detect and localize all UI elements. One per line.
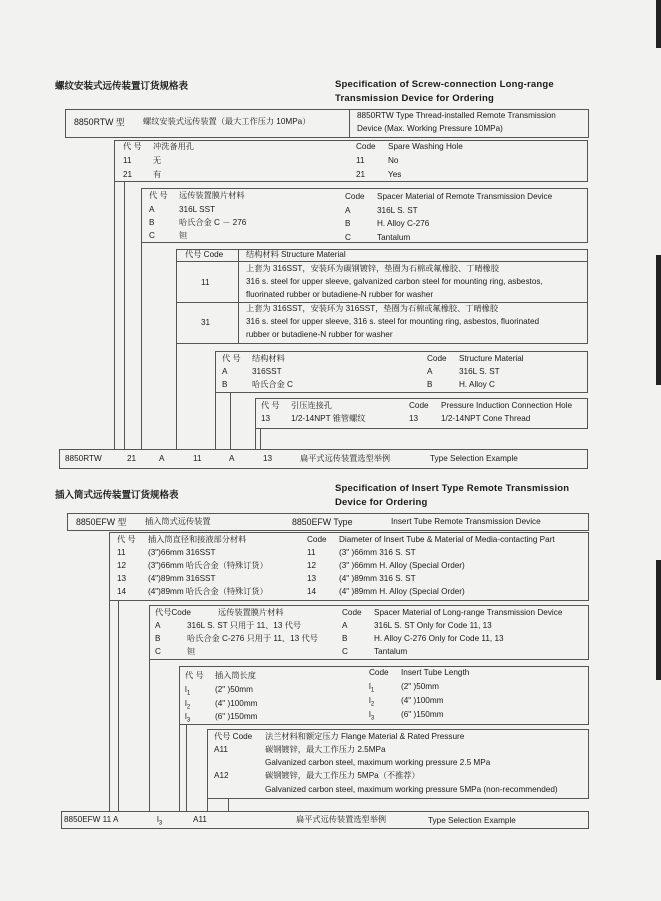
flange-code-head: 代号 Code <box>214 732 253 741</box>
example-part: 11 <box>193 454 202 463</box>
tube-row-en: (3" )66mm 316 S. ST <box>339 548 416 557</box>
page-edge-tab <box>656 560 661 680</box>
length-row-val2: (2" )50mm <box>401 682 439 691</box>
structure-row-line: 上套为 316SST，安装环为 316SST，垫圈为石棉或氟橡胶、丁晴橡胶 <box>246 304 499 313</box>
wash-code-cn: 代 号 <box>123 142 142 151</box>
section2-title-en-1: Specification of Insert Type Remote Transmission <box>335 483 570 494</box>
spacer-code-en: Code <box>345 192 365 201</box>
tube-row-cn: (4")89mm 316SST <box>148 574 216 583</box>
spacer2-row-code2: A <box>342 621 348 630</box>
conn-row-code: 13 <box>261 414 271 423</box>
wash-row-code2: 21 <box>356 170 366 179</box>
spacer-row-cn: 钽 <box>179 231 188 240</box>
spacer2-row-code2: C <box>342 647 348 656</box>
length-row-code: $l_2$ <box>185 699 191 711</box>
struct2-code-cn: 代 号 <box>222 354 241 363</box>
example2-en: Type Selection Example <box>428 816 516 825</box>
conn-row-cn: 1/2-14NPT 锥管螺纹 <box>291 414 366 423</box>
spacer2-row-cn: 316L S. ST 只用于 11、13 代号 <box>187 621 302 630</box>
wash-row-code: 21 <box>123 170 133 179</box>
example2-part: A11 <box>193 815 207 824</box>
tube-head-en: Diameter of Insert Tube & Material of Media-contacting Part <box>339 535 555 544</box>
page-edge-tab <box>656 0 661 48</box>
flange-row-code: A11 <box>214 745 228 754</box>
spacer2-row-cn: 哈氏合金 C-276 只用于 11、13 代号 <box>187 634 318 643</box>
spacer-head-en: Spacer Material of Remote Transmission Device <box>377 192 553 201</box>
length-row-val: (2" )50mm <box>215 685 253 694</box>
struct2-code-en: Code <box>427 354 447 363</box>
section2-title-cn: 插入筒式远传装置订货规格表 <box>55 490 179 501</box>
tube-row-code2: 11 <box>307 548 316 557</box>
section1-title-en-1: Specification of Screw-connection Long-range <box>335 79 554 90</box>
struct2-head-cn: 结构材料 <box>252 354 285 363</box>
structure-code-head: 代号 Code <box>185 250 224 259</box>
model-label: 8850RTW 型 <box>74 117 125 127</box>
length-code-cn: 代 号 <box>185 671 204 680</box>
spacer-row-en: H. Alloy C-276 <box>377 219 430 228</box>
example-part: 8850RTW <box>65 454 102 463</box>
conn-code-en: Code <box>409 401 429 410</box>
length-row-val: (4" )100mm <box>215 699 258 708</box>
wash-row-code2: 11 <box>356 156 365 165</box>
example2-part: $l_3$ <box>157 815 163 827</box>
example2-part: 8850EFW 11 A <box>64 815 119 824</box>
spacer-row-cn: 316L SST <box>179 205 216 214</box>
spacer2-row-en: Tantalum <box>374 647 408 656</box>
spacer2-head-cn: 远传装置膜片材料 <box>218 608 284 617</box>
flange-row-en: Galvanized carbon steel, maximum working pressure 2.5 MPa <box>265 758 491 767</box>
spacer2-row-en: H. Alloy C-276 Only for Code 11, 13 <box>374 634 504 643</box>
length-row-code: $l_1$ <box>185 685 191 697</box>
tube-row-code: 13 <box>117 574 127 583</box>
spacer2-row-code: C <box>155 647 161 656</box>
spacer-row-cn: 哈氏合金 C － 276 <box>179 218 247 227</box>
structure-row-code: 31 <box>201 318 211 327</box>
struct2-head-en: Structure Material <box>459 354 524 363</box>
spacer2-row-code: B <box>155 634 161 643</box>
wash-head-en: Spare Washing Hole <box>388 142 463 151</box>
example2-cn: 扁平式远传装置选型举例 <box>296 815 387 824</box>
spacer2-row-code2: B <box>342 634 348 643</box>
section1-title-cn: 螺纹安装式远传装置订货规格表 <box>55 81 189 92</box>
structure-head: 结构材料 Structure Material <box>246 250 346 259</box>
structure-row-line: 316 s. steel for upper sleeve, galvanized carbon steel for mounting ring, asbestos, <box>246 277 543 286</box>
tube-code-en: Code <box>307 535 327 544</box>
model2-label: 8850EFW 型 <box>76 517 127 527</box>
tube-row-en: (4" )89mm 316 S. ST <box>339 574 416 583</box>
spacer-row-en: Tantalum <box>377 233 411 242</box>
spacer-row-code: A <box>149 205 155 214</box>
structure-row-line: 上套为 316SST，安装环为碳钢镀锌，垫圈为石棉或氟橡胶、丁晴橡胶 <box>246 264 499 273</box>
struct2-row-code2: B <box>427 380 433 389</box>
example-part: 21 <box>127 454 137 463</box>
section1-title-en-2: Transmission Device for Ordering <box>335 93 494 104</box>
spacer-row-code2: C <box>345 233 351 242</box>
struct2-row-code: A <box>222 367 228 376</box>
length-row-code2: $l_2$ <box>369 696 375 708</box>
flange-row-en: Galvanized carbon steel, maximum working pressure 5MPa (non-recommended) <box>265 785 558 794</box>
spacer2-code-cn: 代号Code <box>155 608 191 617</box>
model2-desc-cn: 插入筒式远传装置 <box>145 517 211 526</box>
model-desc-en-1: 8850RTW Type Thread-installed Remote Transmission <box>357 111 556 120</box>
tube-row-cn: (3")66mm 哈氏合金（特殊订货） <box>148 561 268 570</box>
tube-row-cn: (3")66mm 316SST <box>148 548 216 557</box>
example-part: 13 <box>263 454 273 463</box>
conn-head-en: Pressure Induction Connection Hole <box>441 401 573 410</box>
example-part: A <box>159 454 165 463</box>
example-part: A <box>229 454 235 463</box>
conn-row-code2: 13 <box>409 414 419 423</box>
tube-row-en: (4" )89mm H. Alloy (Special Order) <box>339 587 465 596</box>
tube-row-en: (3" )66mm H. Alloy (Special Order) <box>339 561 465 570</box>
page-edge-tab <box>656 255 661 385</box>
struct2-row-cn: 316SST <box>252 367 282 376</box>
length-head-cn: 插入筒长度 <box>215 671 256 680</box>
example-en: Type Selection Example <box>430 454 518 463</box>
spacer2-head-en: Spacer Material of Long-range Transmission Device <box>374 608 563 617</box>
conn-code-cn: 代 号 <box>261 401 280 410</box>
conn-row-en: 1/2-14NPT Cone Thread <box>441 414 531 423</box>
model-desc-en-2: Device (Max. Working Pressure 10MPa) <box>357 124 503 133</box>
length-row-val2: (4" )100mm <box>401 696 444 705</box>
length-row-code: $l_3$ <box>185 712 191 724</box>
example-cn: 扁平式远传装置选型举例 <box>300 454 391 463</box>
tube-head-cn: 插入筒直径和接液部分材料 <box>148 535 247 544</box>
struct2-row-en: 316L S. ST <box>459 367 500 376</box>
wash-row-code: 11 <box>123 156 132 165</box>
struct2-row-code: B <box>222 380 228 389</box>
wash-code-en: Code <box>356 142 376 151</box>
spacer-head-cn: 远传装置膜片材料 <box>179 191 245 200</box>
spacer2-row-cn: 钽 <box>187 647 196 656</box>
spacer-row-code: C <box>149 231 155 240</box>
spacer-row-code2: A <box>345 206 351 215</box>
spacer-row-code2: B <box>345 219 351 228</box>
tube-row-cn: (4")89mm 哈氏合金（特殊订货） <box>148 587 268 596</box>
model-desc-cn: 螺纹安装式远传装置（最大工作压力 10MPa） <box>143 117 311 126</box>
tube-row-code: 14 <box>117 587 127 596</box>
wash-row-en: No <box>388 156 399 165</box>
flange-row-cn: 碳钢镀锌，最大工作压力 2.5MPa <box>265 745 386 754</box>
section2-title-en-2: Device for Ordering <box>335 497 428 508</box>
structure-row-line: fluorinated rubber or butadiene-N rubber for washer <box>246 290 434 299</box>
tube-row-code: 11 <box>117 548 126 557</box>
structure-row-line: 316 s. steel for upper sleeve, 316 s. steel for mounting ring, asbestos, fluorinated <box>246 317 540 326</box>
structure-row-code: 11 <box>201 278 210 287</box>
wash-row-cn: 有 <box>153 170 162 179</box>
spacer-code-cn: 代 号 <box>149 191 168 200</box>
wash-row-cn: 无 <box>153 156 162 165</box>
spacer-row-en: 316L S. ST <box>377 206 418 215</box>
wash-head-cn: 冲洗备用孔 <box>153 142 194 151</box>
flange-head: 法兰材料和额定压力 Flange Material & Rated Pressure <box>265 732 465 741</box>
length-row-code2: $l_3$ <box>369 710 375 722</box>
length-code-en: Code <box>369 668 389 677</box>
structure-row-line: rubber or butadiene-N rubber for washer <box>246 330 393 339</box>
model2-type-en: 8850EFW Type <box>292 517 353 527</box>
wash-row-en: Yes <box>388 170 402 179</box>
length-row-code2: $l_1$ <box>369 682 375 694</box>
tube-row-code2: 13 <box>307 574 317 583</box>
tube-code-cn: 代 号 <box>117 535 136 544</box>
length-head-en: Insert Tube Length <box>401 668 470 677</box>
length-row-val: (6" )150mm <box>215 712 258 721</box>
length-row-val2: (6" )150mm <box>401 710 444 719</box>
conn-head-cn: 引压连接孔 <box>291 401 332 410</box>
flange-row-cn: 碳钢镀锌，最大工作压力 5MPa（不推荐） <box>265 771 420 780</box>
tube-row-code: 12 <box>117 561 127 570</box>
spacer2-row-code: A <box>155 621 161 630</box>
spacer2-row-en: 316L S. ST Only for Code 11, 13 <box>374 621 492 630</box>
tube-row-code2: 12 <box>307 561 317 570</box>
tube-row-code2: 14 <box>307 587 317 596</box>
struct2-row-code2: A <box>427 367 433 376</box>
flange-row-code: A12 <box>214 771 229 780</box>
struct2-row-cn: 哈氏合金 C <box>252 380 293 389</box>
struct2-row-en: H. Alloy C <box>459 380 495 389</box>
model2-desc-en: Insert Tube Remote Transmission Device <box>391 517 541 526</box>
spacer-row-code: B <box>149 218 155 227</box>
spacer2-code-en: Code <box>342 608 362 617</box>
